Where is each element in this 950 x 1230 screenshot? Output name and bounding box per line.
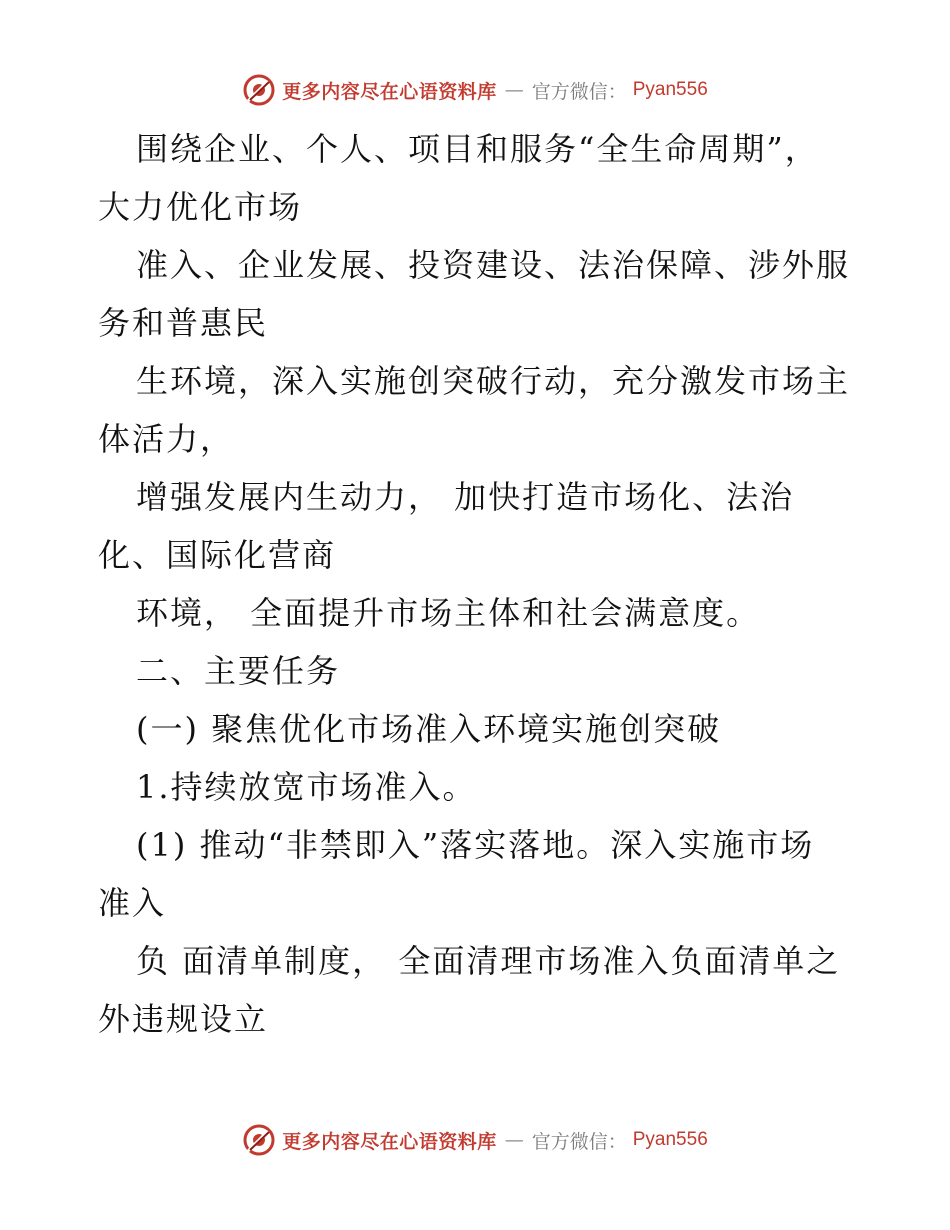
text-line: 环境， 全面提升市场主体和社会满意度。 — [136, 594, 761, 632]
header-brand-text: 更多内容尽在心语资料库 — [282, 80, 497, 103]
text-line: 生环境，深入实施创突破行动，充分激发市场主 — [136, 362, 851, 400]
section-heading: 二、主要任务 — [136, 652, 341, 690]
header-wechat-label: 官方微信： — [531, 80, 627, 103]
footer-separator: — — [504, 1129, 524, 1151]
text-line: (1) 推动“非禁即入”落实落地。深入实施市场 — [136, 826, 815, 864]
footer-banner — [0, 1120, 950, 1160]
text-line: 务和普惠民 — [98, 304, 269, 342]
text-line: 准入 — [98, 884, 167, 922]
footer-brand-text: 更多内容尽在心语资料库 — [282, 1130, 497, 1153]
text-line: 准入、企业发展、投资建设、法治保障、涉外服 — [136, 246, 851, 284]
text-line: 围绕企业、个人、项目和服务“全生命周期”， — [136, 130, 819, 168]
text-line: 体活力， — [98, 420, 235, 458]
text-line: 化、国际化营商 — [98, 536, 337, 574]
brand-logo-icon — [242, 1123, 276, 1157]
text-line: 增强发展内生动力， 加快打造市场化、法治 — [136, 478, 795, 516]
header-separator: — — [504, 79, 524, 101]
footer-wechat-id: Pyan556 — [632, 1129, 708, 1150]
text-line: 外违规设立 — [98, 1000, 269, 1038]
header-wechat-id: Pyan556 — [632, 79, 708, 100]
text-line: 大力优化市场 — [98, 188, 303, 226]
text-line: 负 面清单制度， 全面清理市场准入负面清单之 — [136, 942, 841, 980]
brand-logo-icon — [242, 73, 276, 107]
footer-wechat-label: 官方微信： — [531, 1130, 627, 1153]
subsection-heading: (一) 聚焦优化市场准入环境实施创突破 — [136, 710, 722, 748]
header-banner — [0, 70, 950, 110]
document-body — [98, 120, 858, 1048]
item-heading: 1.持续放宽市场准入。 — [136, 768, 477, 806]
